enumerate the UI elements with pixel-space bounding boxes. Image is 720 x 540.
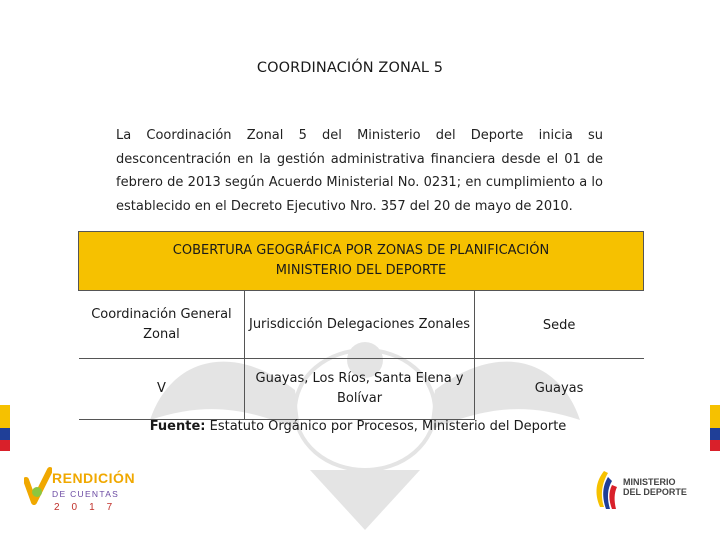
coverage-table	[78, 231, 644, 420]
table-row	[79, 359, 644, 420]
rendicion-cuentas-logo	[24, 464, 134, 524]
cell-sede: Guayas	[474, 359, 643, 420]
table-header	[79, 232, 644, 291]
logo-right-line2: DEL DEPORTE	[623, 487, 687, 497]
column-header-coordinacion: Coordinación General Zonal	[79, 291, 245, 359]
column-header-jurisdiccion: Jurisdicción Delegaciones Zonales	[245, 291, 474, 359]
page-title: COORDINACIÓN ZONAL 5	[256, 60, 444, 76]
source-label: Fuente:	[149, 419, 206, 434]
table-header-line1: COBERTURA GEOGRÁFICA POR ZONAS DE PLANIFICACIÓN	[172, 243, 550, 258]
ministerio-emblem-icon	[590, 467, 622, 513]
source-text: Estatuto Orgánico por Procesos, Ministerio del Deporte	[205, 419, 567, 434]
cell-delegations: Guayas, Los Ríos, Santa Elena y Bolívar	[245, 359, 474, 420]
ministerio-deporte-logo	[590, 467, 700, 515]
logo-right-text	[623, 477, 687, 497]
logo-left-line2: DE CUENTAS	[52, 489, 120, 499]
table-column-headers	[79, 291, 644, 359]
logo-right-line1: MINISTERIO	[623, 477, 676, 487]
check-mark-logo-icon	[24, 466, 52, 510]
cell-zone: V	[79, 359, 245, 420]
source-note	[0, 419, 716, 434]
intro-paragraph: La Coordinación Zonal 5 del Ministerio del Deporte inicia su desconcentración en la gestión administrativa financiera desde el 01 de febrero de 2013 según Acuerdo Ministerial No. 0231; en cumplimiento a lo establecido en el Decreto Ejecutivo Nro. 357 del 20 de mayo de 2010.	[116, 128, 603, 214]
column-header-sede: Sede	[474, 291, 643, 359]
table-header-line2: MINISTERIO DEL DEPORTE	[275, 263, 447, 278]
logo-left-line1: RENDICIÓN	[52, 470, 136, 486]
logo-left-line3: 2017	[54, 502, 125, 513]
